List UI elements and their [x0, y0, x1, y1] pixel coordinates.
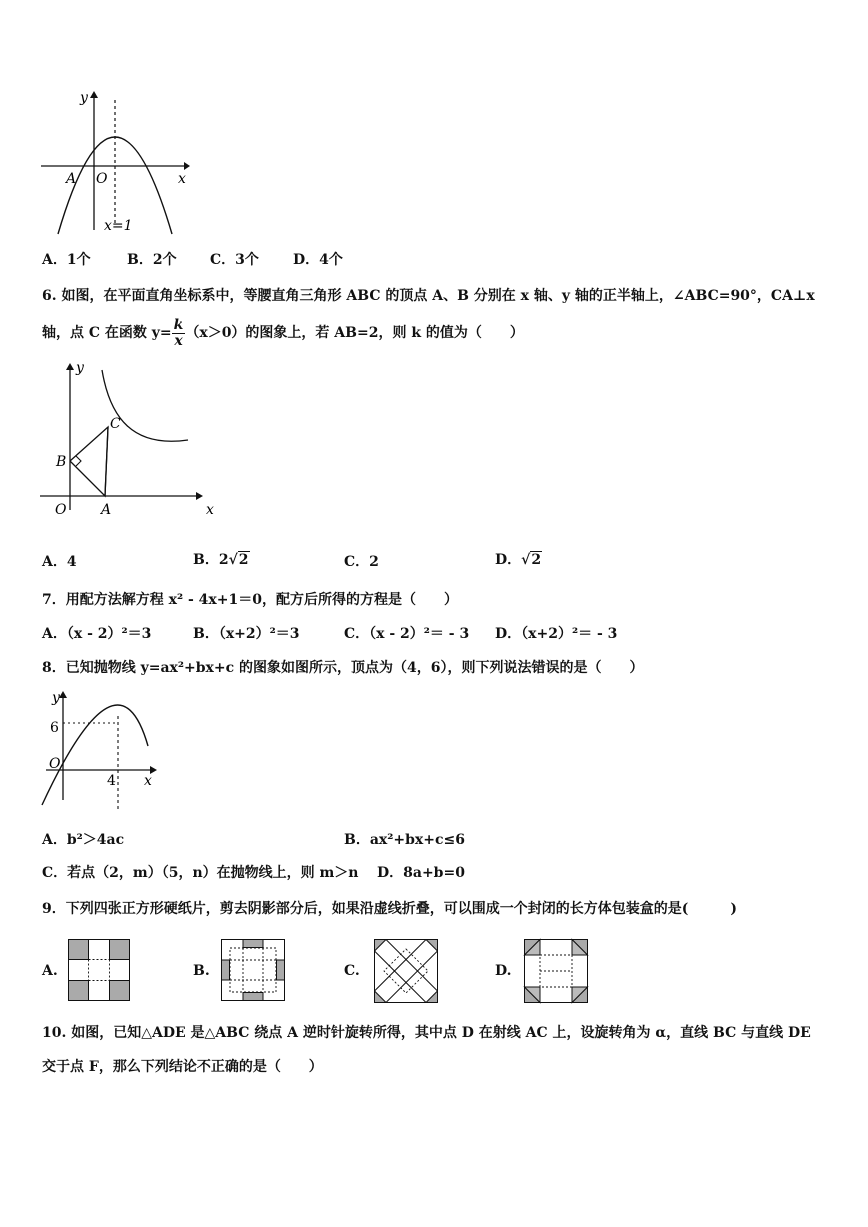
- q5-parabola-figure: [38, 88, 198, 238]
- q6-triangle: [70, 427, 108, 496]
- q9-a-corner-br: [110, 981, 130, 1001]
- q9-figure-d: [524, 939, 588, 1003]
- q5-y-arrow: [90, 91, 98, 98]
- q7-question: 7．用配方法解方程 x² - 4x+1＝0，配方后所得的方程是（ ）: [42, 592, 458, 608]
- q9-label-a: A.: [42, 963, 58, 979]
- q6-label-x: x: [206, 502, 214, 518]
- q8-option-b: B．ax²+bx+c≤6: [344, 832, 465, 848]
- q9-a-corner-tl: [69, 940, 89, 960]
- q5-option-a: A．1个: [42, 252, 91, 268]
- q6-option-d-sqrt: √2: [521, 552, 542, 568]
- q5-label-y: y: [80, 90, 88, 106]
- q6-label-b: B: [56, 454, 67, 470]
- q5-option-b: B．2个: [127, 252, 177, 268]
- q5-label-a: A: [66, 171, 77, 187]
- q8-label-y: y: [52, 690, 60, 706]
- q6-option-b-radicand: 2: [238, 552, 249, 568]
- q6-option-b: [193, 553, 250, 567]
- q7-option-a: A．（x - 2）²＝3: [42, 626, 152, 642]
- q6-line2-pre: 轴，点 C 在函数 y=: [42, 325, 172, 341]
- q8-label-six: 6: [50, 720, 59, 736]
- q6-option-d: [495, 553, 542, 567]
- q8-option-d: D．8a+b=0: [377, 865, 465, 881]
- q9-figure-b: [221, 939, 285, 1001]
- q5-option-c: C．3个: [210, 252, 259, 268]
- q6-frac-num: k: [173, 316, 184, 333]
- q8-label-o: O: [49, 756, 61, 772]
- q9-figure-a: [68, 939, 130, 1001]
- q6-question-line2: [42, 315, 524, 351]
- q9-b-tab-top: [243, 940, 263, 948]
- q9-b-tab-left: [222, 960, 230, 980]
- q10-question-line2: 交于点 F，那么下列结论不正确的是（ ）: [42, 1059, 323, 1075]
- q6-hyperbola-figure: [38, 358, 228, 523]
- q9-b-tab-bottom: [243, 993, 263, 1001]
- q6-option-c: C．2: [344, 554, 379, 570]
- q7-option-c: C．（x - 2）²＝ - 3: [344, 626, 470, 642]
- q6-option-a: A．4: [42, 554, 77, 570]
- q6-y-arrow: [66, 363, 74, 370]
- q7-option-b: B．（x+2）²＝3: [193, 626, 300, 642]
- q6-ca-line: [105, 427, 108, 496]
- q6-option-d-radicand: 2: [531, 552, 542, 568]
- q6-label-c: C: [110, 416, 121, 432]
- q8-label-four: 4: [107, 773, 116, 789]
- q9-a-corner-tr: [110, 940, 130, 960]
- q6-label-a: A: [101, 502, 112, 518]
- q5-label-o: O: [96, 171, 108, 187]
- q9-b-tab-right: [277, 960, 285, 980]
- q8-question: 8．已知抛物线 y=ax²+bx+c 的图象如图所示，顶点为（4，6），则下列说法错误的是（ ）: [42, 660, 644, 676]
- q5-x-arrow: [184, 162, 190, 170]
- q9-label-c: C.: [344, 963, 360, 979]
- q8-parabola-figure: [38, 688, 168, 813]
- q8-label-x: x: [144, 773, 152, 789]
- q5-label-axis: x=1: [104, 218, 133, 234]
- q6-label-o: O: [55, 502, 67, 518]
- q7-option-d: D．（x+2）²＝ - 3: [495, 626, 618, 642]
- q8-option-a: A．b²＞4ac: [42, 832, 125, 848]
- q6-line2-post: （x＞0）的图象上，若 AB=2，则 k 的值为（ ）: [185, 325, 524, 341]
- q10-question-line1: 10. 如图，已知△ADE 是△ABC 绕点 A 逆时针旋转所得，其中点 D 在射线 AC 上，设旋转角为 α，直线 BC 与直线 DE: [42, 1025, 811, 1041]
- q6-option-b-sqrt: √2: [228, 552, 249, 568]
- q9-figure-c: [374, 939, 438, 1003]
- q6-x-arrow: [196, 492, 203, 500]
- q9-a-corner-bl: [69, 981, 89, 1001]
- q6-frac-den: x: [174, 332, 183, 349]
- q8-y-arrow: [59, 691, 67, 698]
- q8-option-c: C．若点（2，m）（5，n）在抛物线上，则 m＞n: [42, 865, 359, 881]
- q9-label-b: B.: [193, 963, 210, 979]
- q6-right-angle-mark: [76, 456, 81, 466]
- q6-fraction: [172, 318, 186, 348]
- q6-option-b-pre: B．2: [193, 552, 229, 568]
- q6-label-y: y: [76, 360, 84, 376]
- q5-label-x: x: [178, 171, 186, 187]
- q9-label-d: D.: [495, 963, 512, 979]
- q9-question: 9．下列四张正方形硬纸片，剪去阴影部分后，如果沿虚线折叠，可以围成一个封闭的长方体包装盒的是( ): [42, 901, 737, 917]
- q6-option-d-pre: D．: [495, 552, 522, 568]
- q5-option-d: D．4个: [293, 252, 343, 268]
- q6-question-line1: 6. 如图，在平面直角坐标系中，等腰直角三角形 ABC 的顶点 A、B 分别在 x 轴、y 轴的正半轴上，∠ABC=90°，CA⊥x: [42, 288, 815, 304]
